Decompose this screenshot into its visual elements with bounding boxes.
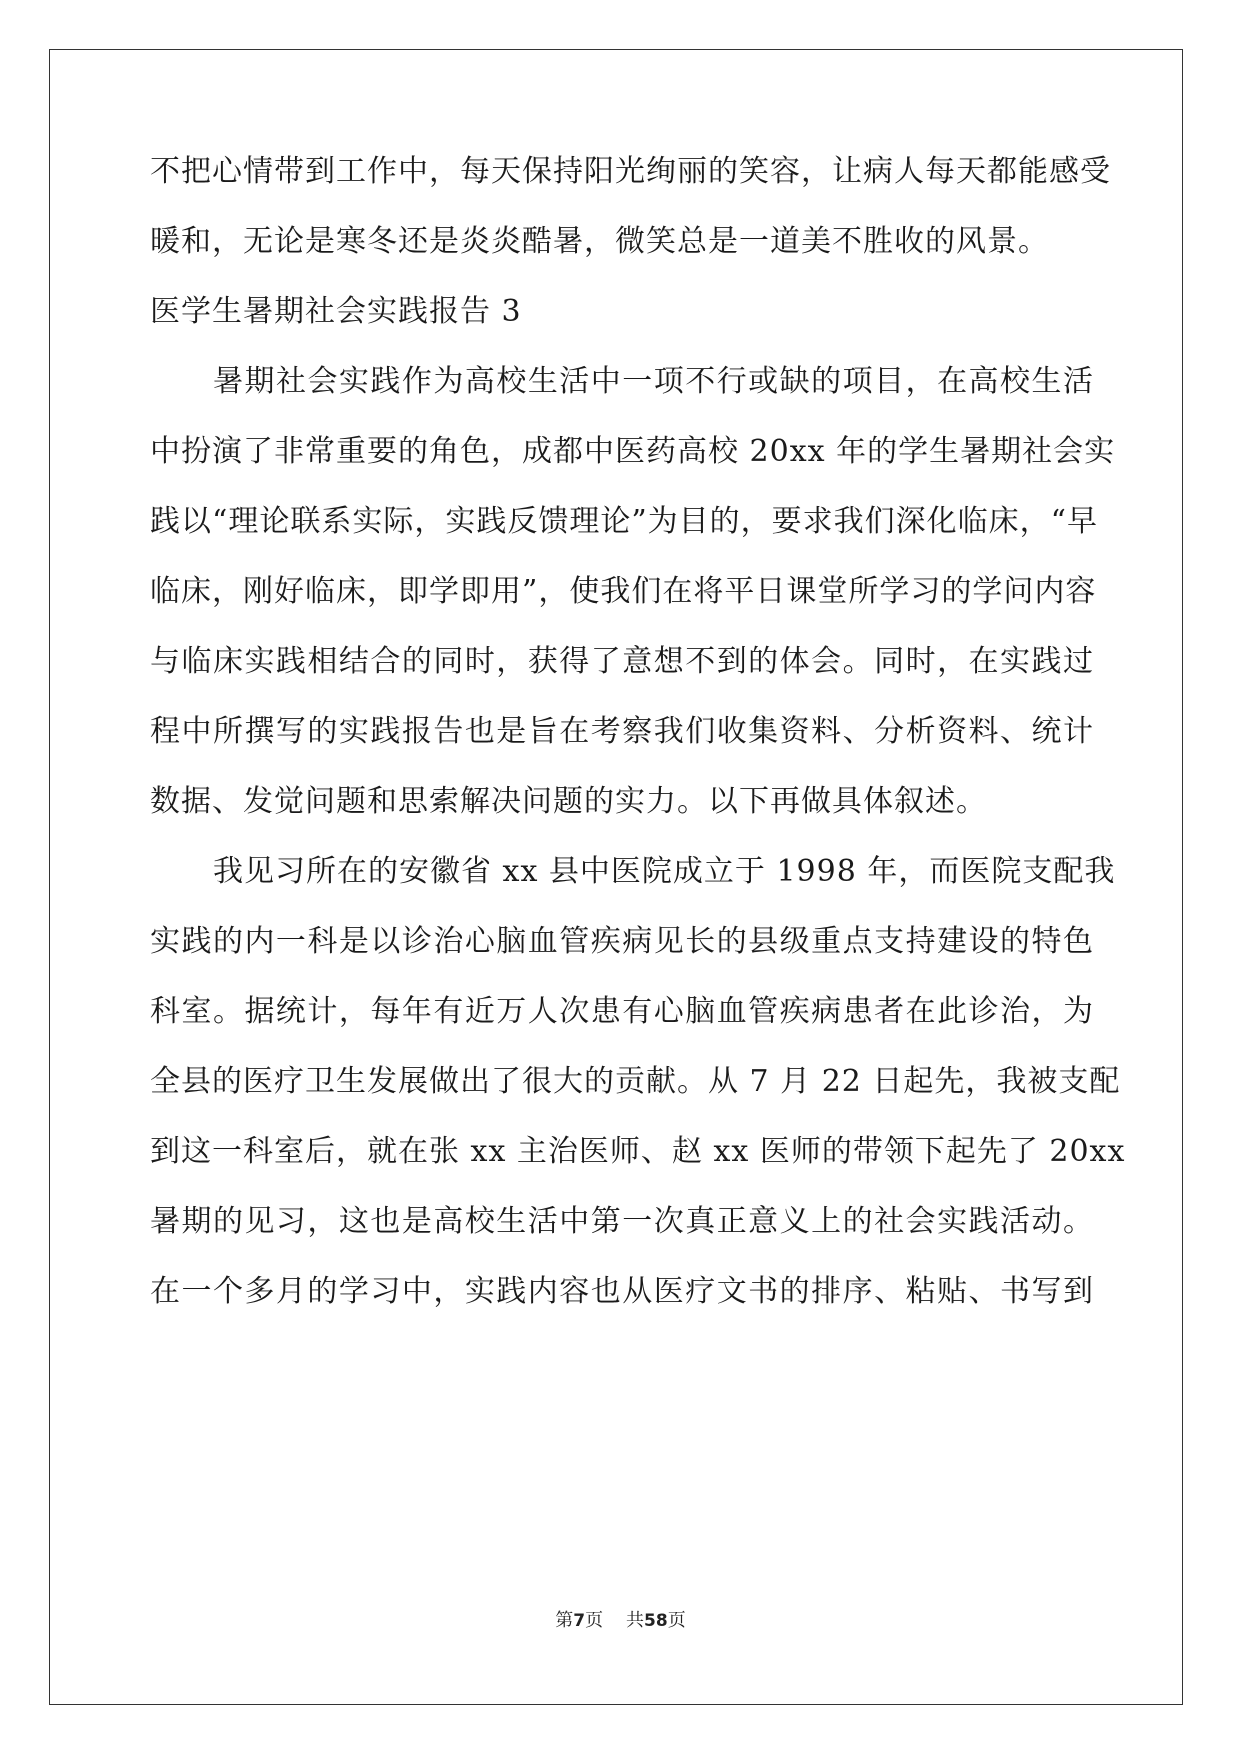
body-line-6: 践以“理论联系实际，实践反馈理论”为目的，要求我们深化临床，“早 xyxy=(150,504,1099,539)
footer-total-prefix: 共 xyxy=(626,1610,645,1631)
footer-total-pages: 58 xyxy=(644,1611,668,1631)
footer-total-unit: 页 xyxy=(667,1610,686,1631)
page-footer xyxy=(0,1609,1241,1633)
section-heading: 医学生暑期社会实践报告 3 xyxy=(150,294,522,329)
body-line-15: 到这一科室后，就在张 xx 主治医师、赵 xx 医师的带领下起先了 20xx xyxy=(150,1134,1126,1169)
body-line-14: 全县的医疗卫生发展做出了很大的贡献。从 7 月 22 日起先，我被支配 xyxy=(150,1064,1121,1099)
body-line-1: 不把心情带到工作中，每天保持阳光绚丽的笑容，让病人每天都能感受 xyxy=(150,154,1111,189)
body-line-8: 与临床实践相结合的同时，获得了意想不到的体会。同时，在实践过 xyxy=(150,644,1094,679)
body-line-4: 暑期社会实践作为高校生活中一项不行或缺的项目，在高校生活 xyxy=(213,364,1094,399)
body-line-17: 在一个多月的学习中，实践内容也从医疗文书的排序、粘贴、书写到 xyxy=(150,1274,1094,1309)
body-line-2: 暖和，无论是寒冬还是炎炎酷暑，微笑总是一道美不胜收的风景。 xyxy=(150,224,1049,259)
footer-page-prefix: 第 xyxy=(555,1610,574,1631)
body-line-12: 实践的内一科是以诊治心脑血管疾病见长的县级重点支持建设的特色 xyxy=(150,924,1094,959)
body-line-16: 暑期的见习，这也是高校生活中第一次真正意义上的社会实践活动。 xyxy=(150,1204,1094,1239)
body-line-13: 科室。据统计，每年有近万人次患有心脑血管疾病患者在此诊治，为 xyxy=(150,994,1094,1029)
body-line-7: 临床，刚好临床，即学即用”，使我们在将平日课堂所学习的学问内容 xyxy=(150,574,1097,609)
footer-page-unit: 页 xyxy=(585,1610,604,1631)
body-line-5: 中扮演了非常重要的角色，成都中医药高校 20xx 年的学生暑期社会实 xyxy=(150,434,1116,469)
body-line-10: 数据、发觉问题和思索解决问题的实力。以下再做具体叙述。 xyxy=(150,784,987,819)
body-line-9: 程中所撰写的实践报告也是旨在考察我们收集资料、分析资料、统计 xyxy=(150,714,1094,749)
body-line-11: 我见习所在的安徽省 xx 县中医院成立于 1998 年，而医院支配我 xyxy=(213,854,1116,889)
footer-page-number: 7 xyxy=(573,1611,586,1631)
